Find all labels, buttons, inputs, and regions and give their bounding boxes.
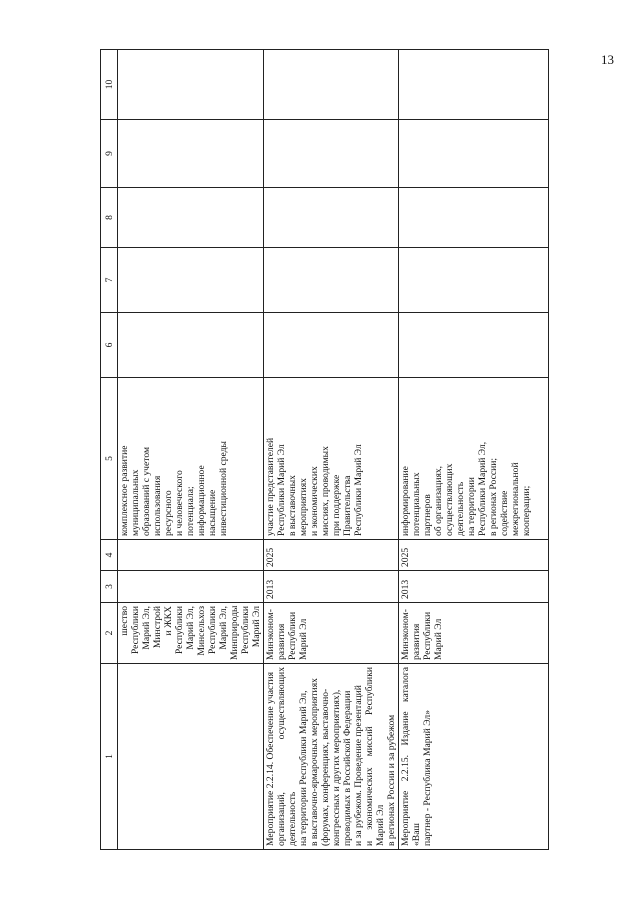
cell-text-line: в выставочно-ярмарочных мероприятиях (309, 678, 320, 846)
empty-cell (399, 120, 549, 188)
cell-text-line: проводимых в Российской Федерации (342, 690, 353, 846)
rotated-table-wrapper (100, 50, 532, 850)
cell-text-line: на территории (466, 477, 477, 536)
responsible-cell (264, 603, 399, 664)
cell-text-line: Марий Эл (433, 618, 444, 660)
header-cell: 1 (101, 664, 118, 850)
empty-cell (264, 313, 399, 378)
cell-text-line: межрегиональной (510, 462, 521, 536)
expected-result-cell (399, 378, 549, 540)
cell-text-line: муниципальных (130, 469, 141, 536)
cell-text-line: организаций, осуществляющих деятельность (276, 667, 298, 846)
cell-text-line: в регионах России и за рубежом (386, 714, 397, 846)
cell-text-line: Республики (422, 611, 433, 660)
cell-text-line: и за рубежом. Проведение презентаций (353, 685, 364, 846)
table-row (264, 50, 399, 850)
cell-text-line: и экономических миссий Республики Марий Эл (364, 667, 386, 846)
header-cell: 3 (101, 571, 118, 603)
cell-text-line: (форумах, конференциях, выставочно- (320, 688, 331, 846)
cell-text-line: комплексное развитие (119, 445, 130, 536)
cell-text-line: Марий Эл, (141, 606, 152, 650)
start-year-cell: 2013 (264, 571, 399, 603)
table-row (399, 50, 549, 850)
expected-result-cell (118, 378, 264, 540)
cell-text-line: Марий Эл (298, 618, 309, 660)
cell-text-line: при поддержке (331, 474, 342, 536)
event-name-cell (118, 664, 264, 850)
header-row (101, 50, 118, 850)
start-year-cell: 2013 (399, 571, 549, 603)
empty-cell (118, 50, 264, 120)
header-cell: 8 (101, 188, 118, 248)
empty-cell (264, 248, 399, 313)
cell-text-line: Марий Эл, (185, 606, 196, 650)
cell-text-line: Республики (174, 606, 185, 655)
program-table (100, 49, 549, 850)
cell-text-line: информационное (196, 465, 207, 536)
cell-text-line: Минсельхоз (196, 606, 207, 656)
header-cell: 4 (101, 540, 118, 571)
empty-cell (118, 120, 264, 188)
cell-text-line: Минстрой (152, 606, 163, 649)
cell-text-line: партнер - Республика Марий Эл» (422, 710, 433, 846)
header-cell: 9 (101, 120, 118, 188)
cell-text-line: конгрессных и других мероприятиях), (331, 689, 342, 846)
empty-cell (118, 313, 264, 378)
cell-text-line: и ЖКХ (163, 606, 174, 636)
cell-text-line: потенциальных (411, 472, 422, 536)
cell-text-line: использования (152, 475, 163, 536)
table-row (118, 50, 264, 850)
header-cell: 10 (101, 50, 118, 120)
empty-cell (118, 248, 264, 313)
empty-cell (399, 50, 549, 120)
empty-cell (264, 50, 399, 120)
cell-text-line: осуществляющих (444, 463, 455, 536)
cell-text-line: деятельность (455, 481, 466, 536)
cell-text-line: Минэконом- (265, 609, 276, 660)
page-number: 13 (601, 52, 614, 67)
cell-text-line: Республики (207, 606, 218, 655)
end-year-cell (118, 540, 264, 571)
cell-text-line: в регионах России; (488, 457, 499, 536)
cell-text-line: Минприроды (229, 605, 240, 660)
cell-text-line: Республики (240, 606, 251, 655)
cell-text-line: об организациях, (433, 465, 444, 536)
cell-text-line: Мероприятие 2.2.15. Издание каталога «Ваш (400, 667, 422, 846)
empty-cell (264, 188, 399, 248)
empty-cell (399, 188, 549, 248)
cell-text-line: Минэконом- (400, 609, 411, 660)
cell-text-line: ресурсного (163, 490, 174, 536)
cell-text-line: развития (411, 623, 422, 660)
cell-text-line: Республики (287, 611, 298, 660)
cell-text-line: насыщение (207, 489, 218, 536)
responsible-cell (118, 603, 264, 664)
expected-result-cell (264, 378, 399, 540)
cell-text-line: участие представителей (265, 437, 276, 536)
cell-text-line: и экономических (309, 466, 320, 536)
cell-text-line: потенциала; (185, 486, 196, 536)
cell-text-line: Марий Эл (251, 606, 262, 648)
cell-text-line: и человеческого (174, 470, 185, 536)
cell-text-line: инвестиционной среды (218, 440, 229, 536)
event-name-cell (399, 664, 549, 850)
cell-text-line: содействие (499, 490, 510, 536)
empty-cell (264, 120, 399, 188)
end-year-cell: 2025 (264, 540, 399, 571)
cell-text-line: развития (276, 623, 287, 660)
event-name-cell (264, 664, 399, 850)
header-cell: 6 (101, 313, 118, 378)
cell-text-line: Республики (130, 606, 141, 655)
cell-text-line: информирование (400, 466, 411, 536)
cell-text-line: на территории Республики Марий Эл, (298, 690, 309, 846)
cell-text-line: Мероприятие 2.2.14. Обеспечение участия (265, 672, 276, 846)
cell-text-line: мероприятиях (298, 478, 309, 536)
cell-text-line: образований с учетом (141, 446, 152, 536)
header-cell: 2 (101, 603, 118, 664)
header-cell: 5 (101, 378, 118, 540)
cell-text-line: миссиях, проводимых (320, 446, 331, 536)
responsible-cell (399, 603, 549, 664)
cell-text-line: Правительства (342, 475, 353, 536)
cell-text-line: Марий Эл, (218, 606, 229, 650)
start-year-cell (118, 571, 264, 603)
end-year-cell: 2025 (399, 540, 549, 571)
header-cell: 7 (101, 248, 118, 313)
cell-text-line: в выставочных (287, 475, 298, 536)
cell-text-line: Республики Марий Эл, (477, 441, 488, 536)
empty-cell (399, 248, 549, 313)
cell-text-line: кооперации; (521, 485, 532, 536)
cell-text-line: Республики Марий Эл (276, 444, 287, 536)
empty-cell (118, 188, 264, 248)
cell-text-line: партнеров (422, 494, 433, 536)
cell-text-line: шество (119, 606, 130, 636)
cell-text-line: Республики Марий Эл (353, 444, 364, 536)
empty-cell (399, 313, 549, 378)
